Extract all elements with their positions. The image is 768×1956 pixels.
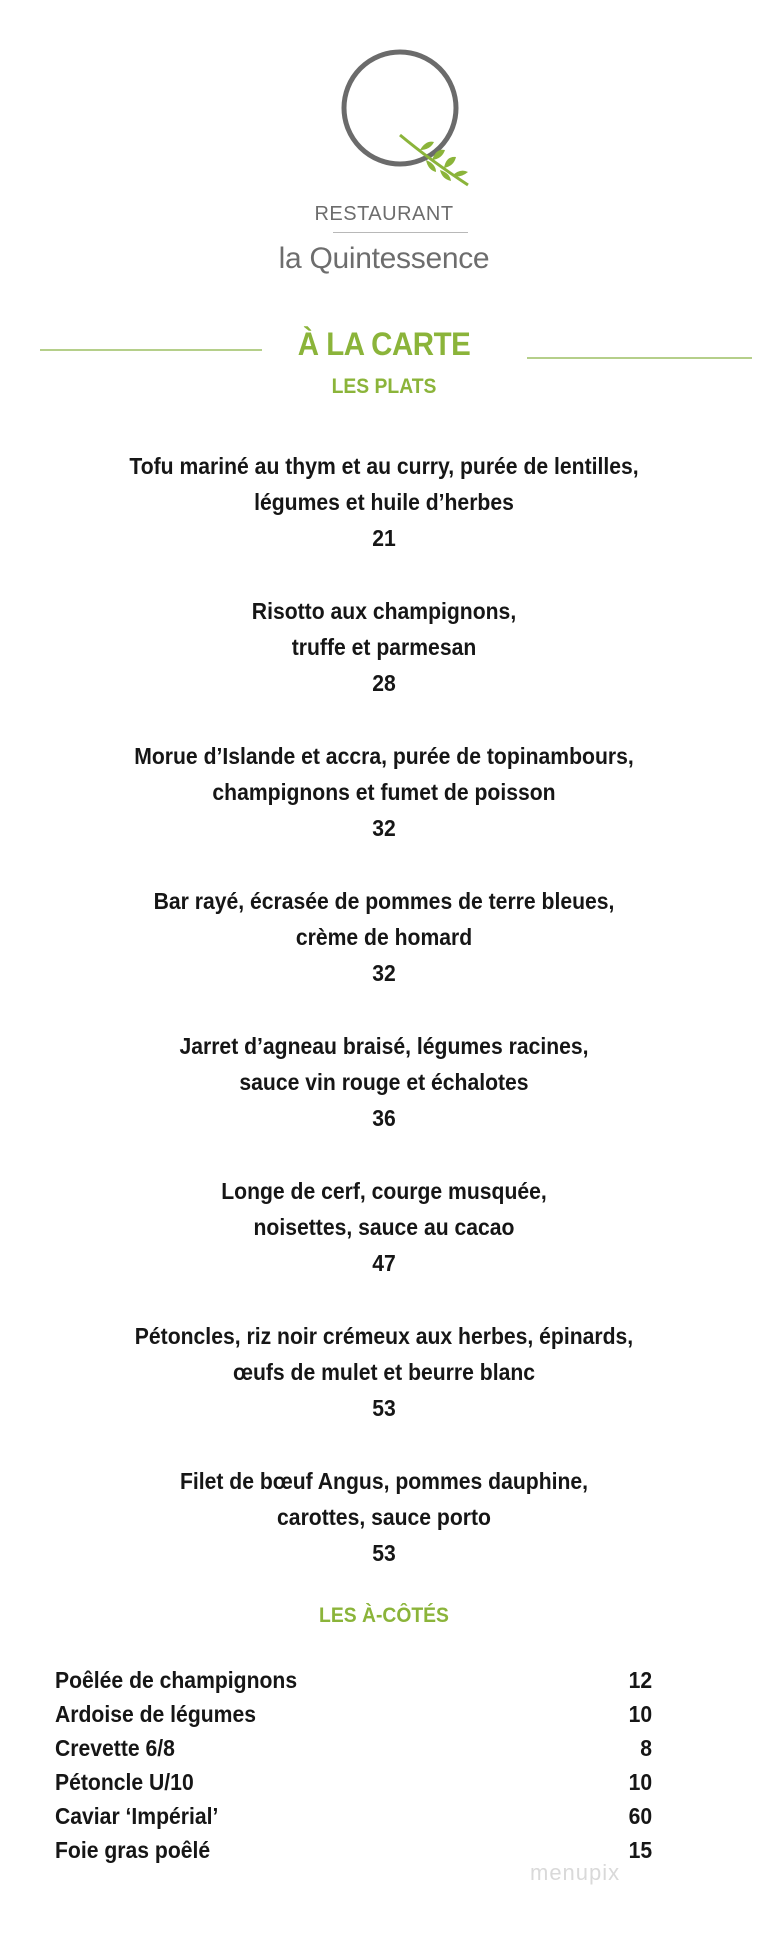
dish-description-line1: Longe de cerf, courge musquée, xyxy=(221,1178,547,1204)
dish-description-line1: Risotto aux champignons, xyxy=(251,598,517,624)
side-name: Pétoncle U/10 xyxy=(55,1769,194,1795)
dish-description-line2: champignons et fumet de poisson xyxy=(212,779,556,805)
dish-price: 28 xyxy=(372,670,396,696)
list-item xyxy=(55,1667,652,1701)
dish-description-line2: noisettes, sauce au cacao xyxy=(253,1214,515,1240)
logo-divider xyxy=(333,232,468,233)
dish-item xyxy=(0,1318,768,1426)
dish-price: 32 xyxy=(372,815,396,841)
side-price: 8 xyxy=(640,1735,652,1761)
dish-item xyxy=(0,593,768,701)
side-name: Foie gras poêlé xyxy=(55,1837,211,1863)
dish-item xyxy=(0,738,768,846)
side-name: Caviar ‘Impérial’ xyxy=(55,1803,219,1829)
dish-item xyxy=(0,1463,768,1571)
list-item xyxy=(55,1803,652,1837)
section-title-plats: LES PLATS xyxy=(331,375,437,398)
list-item xyxy=(55,1735,652,1769)
dish-price: 53 xyxy=(372,1395,396,1421)
sides-list xyxy=(55,1667,652,1871)
q-ring-leaf-icon xyxy=(0,0,768,200)
dish-price: 21 xyxy=(372,525,396,551)
logo-restaurant-label: RESTAURANT xyxy=(314,203,454,225)
side-price: 10 xyxy=(628,1769,652,1795)
dish-description-line2: œufs de mulet et beurre blanc xyxy=(232,1359,536,1385)
dish-description-line2: truffe et parmesan xyxy=(291,634,477,660)
dish-item xyxy=(0,883,768,991)
side-price: 15 xyxy=(628,1837,652,1863)
dish-description-line2: légumes et huile d’herbes xyxy=(254,489,514,515)
side-name: Poêlée de champignons xyxy=(55,1667,298,1693)
dish-description-line2: sauce vin rouge et échalotes xyxy=(239,1069,529,1095)
dish-description-line2: crème de homard xyxy=(295,924,473,950)
dish-price: 32 xyxy=(372,960,396,986)
list-item xyxy=(55,1701,652,1735)
dish-price: 47 xyxy=(372,1250,396,1276)
dish-price: 36 xyxy=(372,1105,396,1131)
dish-item xyxy=(0,1173,768,1281)
dish-description-line1: Tofu mariné au thym et au curry, purée de lentilles, xyxy=(129,453,639,479)
menu-title: À LA CARTE xyxy=(297,326,471,362)
dish-description-line1: Pétoncles, riz noir crémeux aux herbes, épinards, xyxy=(134,1323,634,1349)
restaurant-logo xyxy=(0,0,768,300)
side-price: 12 xyxy=(628,1667,652,1693)
section-title-cotes: LES À-CÔTÉS xyxy=(319,1604,449,1627)
dish-item xyxy=(0,1028,768,1136)
dish-description-line1: Jarret d’agneau braisé, légumes racines, xyxy=(179,1033,589,1059)
list-item xyxy=(55,1769,652,1803)
side-price: 60 xyxy=(628,1803,652,1829)
dish-description-line1: Morue d’Islande et accra, purée de topinambours, xyxy=(134,743,634,769)
dish-price: 53 xyxy=(372,1540,396,1566)
logo-restaurant-name: la Quintessence xyxy=(278,242,490,275)
side-name: Ardoise de légumes xyxy=(55,1701,256,1727)
dish-description-line1: Bar rayé, écrasée de pommes de terre bleues, xyxy=(153,888,615,914)
dish-description-line1: Filet de bœuf Angus, pommes dauphine, xyxy=(179,1468,589,1494)
side-name: Crevette 6/8 xyxy=(55,1735,175,1761)
side-price: 10 xyxy=(628,1701,652,1727)
dish-item xyxy=(0,448,768,556)
watermark-text: menupix xyxy=(530,1860,621,1885)
dish-description-line2: carottes, sauce porto xyxy=(277,1504,491,1530)
